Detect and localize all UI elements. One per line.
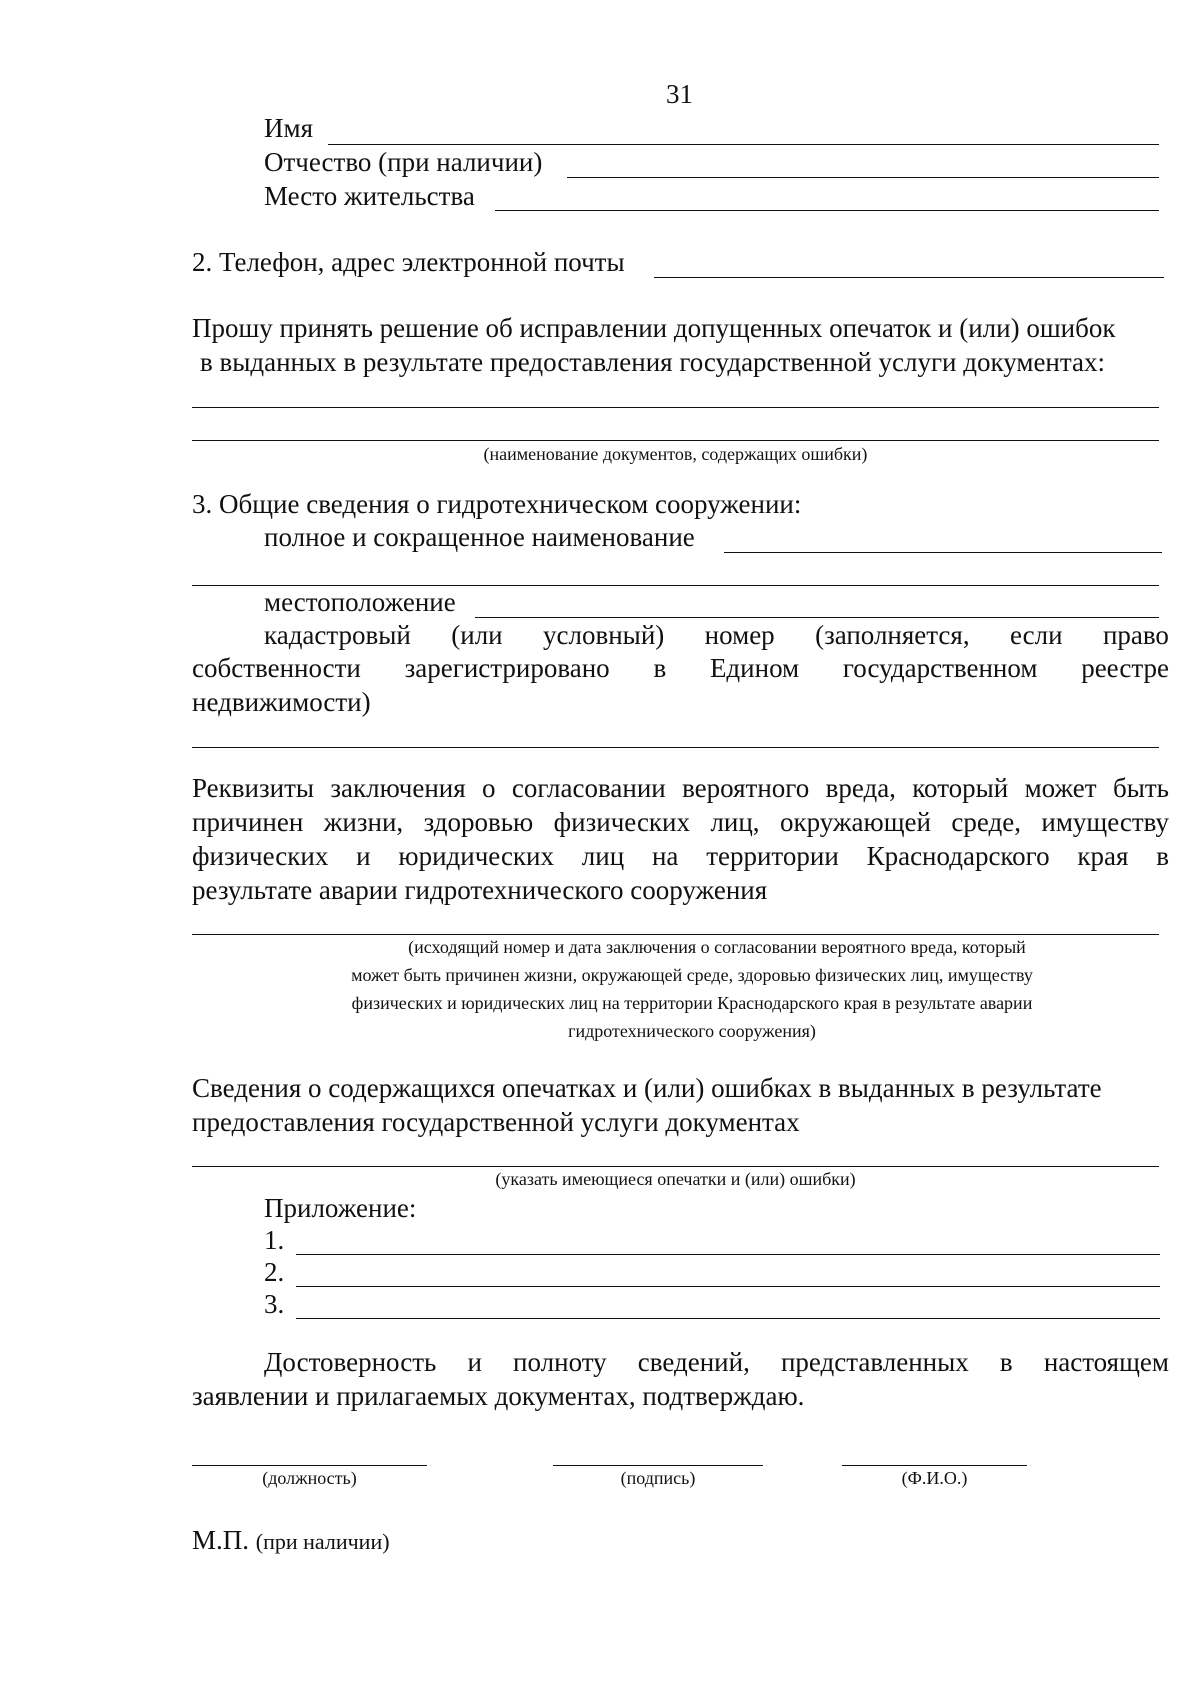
position-caption: (должность) [262,1468,357,1488]
seal-label [192,1524,390,1558]
errors-field-line[interactable] [192,1166,1159,1167]
conclusion-text-line3: физических и юридических лиц на территории Краснодарского края в [192,841,1169,871]
signature-caption: (подпись) [620,1468,696,1488]
full-name-signature-line[interactable] [842,1465,1027,1466]
patronymic-label: Отчество (при наличии) [264,147,543,177]
cadastral-text-line3: недвижимости) [192,687,371,717]
residence-field-line[interactable] [495,210,1159,211]
residence-label: Место жительства [264,181,475,211]
conclusion-text-line4: результате аварии гидротехнического сооружения [192,875,768,905]
seal-note: (при наличии) [255,1529,390,1554]
certification-text-line1: Достоверность и полноту сведений, представленных в настоящем [264,1347,1169,1377]
position-field-line[interactable] [192,1465,427,1466]
conclusion-field-line[interactable] [192,934,1159,935]
attachment-field-line-2[interactable] [296,1286,1160,1287]
errors-text-line2: предоставления государственной услуги документах [192,1107,800,1137]
attachment-item-1: 1. [264,1225,285,1255]
contacts-label: 2. Телефон, адрес электронной почты [192,247,625,277]
attachment-field-line-3[interactable] [296,1318,1160,1319]
errors-caption: (указать имеющиеся опечатки и (или) ошибки) [495,1169,856,1189]
name-label: Имя [264,113,314,143]
conclusion-caption-line1: (исходящий номер и дата заключения о согласовании вероятного вреда, который [408,937,1026,957]
attachment-item-2: 2. [264,1257,285,1287]
request-text-line1: Прошу принять решение об исправлении допущенных опечаток и (или) ошибок [192,313,1116,343]
cadastral-text-line1: кадастровый (или условный) номер (заполняется, если право [264,620,1169,650]
patronymic-field-line[interactable] [567,177,1159,178]
documents-field-line-2[interactable] [192,440,1159,441]
cadastral-field-line[interactable] [192,747,1159,748]
attachment-field-line-1[interactable] [296,1254,1160,1255]
structure-heading: 3. Общие сведения о гидротехническом сооружении: [192,489,802,519]
location-field-line[interactable] [475,617,1159,618]
conclusion-caption-line4: гидротехнического сооружения) [568,1021,816,1041]
name-field-line[interactable] [328,144,1159,145]
full-name-label: полное и сокращенное наименование [264,522,695,552]
certification-text-line2: заявлении и прилагаемых документах, подтверждаю. [192,1381,805,1411]
full-name-signature-caption: (Ф.И.О.) [901,1468,968,1488]
attachments-label: Приложение: [264,1193,417,1223]
contacts-field-line[interactable] [654,277,1164,278]
page-number: 31 [666,79,693,109]
conclusion-caption-line2: может быть причинен жизни, окружающей среде, здоровью физических лиц, имуществу [351,965,1033,985]
request-text-line2: в выданных в результате предоставления государственной услуги документах: [200,347,1105,377]
errors-text-line1: Сведения о содержащихся опечатках и (или) ошибках в выданных в результате [192,1073,1102,1103]
conclusion-caption-line3: физических и юридических лиц на территории Краснодарского края в результате аварии [351,993,1033,1013]
documents-field-line-1[interactable] [192,407,1159,408]
full-name-field-line[interactable] [724,552,1162,553]
documents-caption: (наименование документов, содержащих ошибки) [483,444,868,464]
signature-field-line[interactable] [553,1465,763,1466]
cadastral-text-line2: собственности зарегистрировано в Едином государственном реестре [192,653,1169,683]
conclusion-text-line1: Реквизиты заключения о согласовании вероятного вреда, который может быть [192,773,1169,803]
location-label: местоположение [264,587,456,617]
seal-mp: М.П. [192,1525,250,1555]
attachment-item-3: 3. [264,1289,285,1319]
conclusion-text-line2: причинен жизни, здоровью физических лиц, окружающей среде, имуществу [192,807,1169,837]
